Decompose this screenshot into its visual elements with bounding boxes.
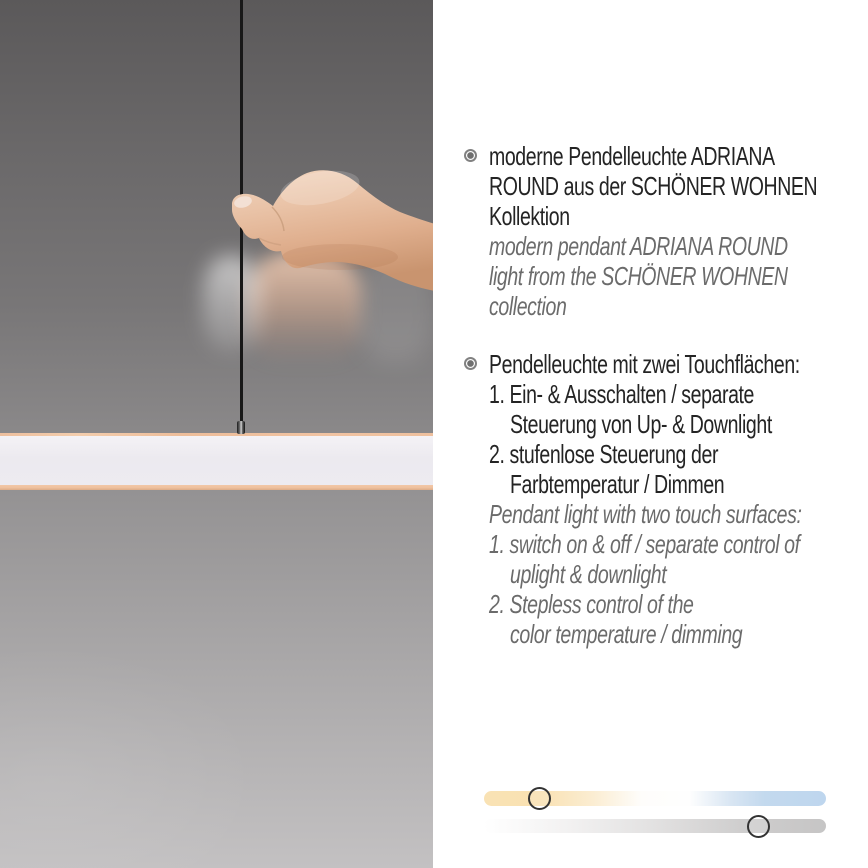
cable-connector: [237, 421, 245, 434]
feature-en-line: 1. switch on & off / separate control of: [489, 529, 800, 559]
feature-en-line: collection: [489, 291, 567, 321]
feature-de-line: 2. stufenlose Steuerung der: [489, 439, 719, 469]
feature-de-line: Kollektion: [489, 201, 570, 231]
hand-photo: [225, 160, 433, 305]
dimmer-slider-handle[interactable]: [747, 815, 770, 838]
feature-en-line: Pendant light with two touch surfaces:: [489, 499, 802, 529]
product-photo: [0, 0, 433, 868]
feature-block-touch: [489, 349, 864, 649]
radio-bullet-icon: [464, 149, 477, 162]
feature-de-line: Steuerung von Up- & Downlight: [510, 409, 772, 439]
feature-de-line: Pendelleuchte mit zwei Touchflächen:: [489, 349, 800, 379]
feature-de-line: Farbtemperatur / Dimmen: [510, 469, 725, 499]
hand-shadow: [282, 244, 398, 270]
feature-en-line: modern pendant ADRIANA ROUND: [489, 231, 788, 261]
feature-en-line: light from the SCHÖNER WOHNEN: [489, 261, 788, 291]
color-temperature-slider-handle[interactable]: [528, 787, 551, 810]
lamp-bar: [0, 433, 433, 490]
description-panel: [433, 0, 868, 868]
feature-de-line: moderne Pendelleuchte ADRIANA: [489, 141, 775, 171]
feature-en-line: color temperature / dimming: [510, 619, 743, 649]
feature-de-line: ROUND aus der SCHÖNER WOHNEN: [489, 171, 818, 201]
feature-block-collection: [489, 141, 864, 321]
feature-de-line: 1. Ein- & Ausschalten / separate: [489, 379, 755, 409]
feature-en-line: uplight & downlight: [510, 559, 667, 589]
lamp-bar-bottom-edge: [0, 485, 433, 490]
radio-bullet-icon: [464, 357, 477, 370]
lamp-bar-body: [0, 436, 433, 485]
dimmer-slider-track[interactable]: [484, 819, 826, 833]
feature-en-line: 2. Stepless control of the: [489, 589, 694, 619]
